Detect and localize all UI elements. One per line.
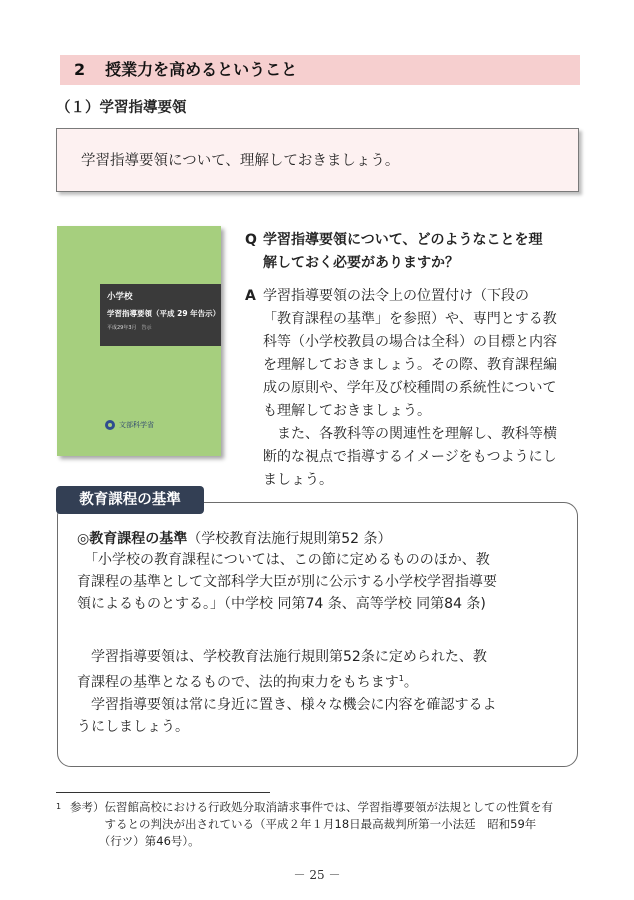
footnote-ref: 1 <box>398 674 404 683</box>
standards-quote <box>77 549 557 615</box>
quote-line: 領によるものとする。」（中学校 同第74 条、高等学校 同第84 条) <box>77 596 486 612</box>
question-label: Q <box>245 232 257 248</box>
answer-line: また、各教科等の関連性を理解し、教科等横 <box>263 426 557 442</box>
answer-line: 科等（小学校教員の場合は全科）の目標と内容 <box>263 334 557 350</box>
answer-line: を理解しておきましょう。その際、教育課程編 <box>263 357 557 373</box>
body-line: 学習指導要領は常に身近に置き、様々な機会に内容を確認するよ <box>77 696 497 713</box>
book-publisher-label: 文部科学省 <box>119 421 154 429</box>
answer-line: 学習指導要領の法令上の位置付け（下段の <box>263 288 529 304</box>
standards-badge: 教育課程の基準 <box>56 486 204 514</box>
section-number: 2 <box>74 60 86 79</box>
goal-text: 学習指導要領について、理解しておきましょう。 <box>81 153 400 169</box>
question-line: 学習指導要領について、どのようなことを理 <box>263 232 543 248</box>
answer-block <box>245 285 580 492</box>
footnote-line: （行ツ）第46号）。 <box>70 834 200 848</box>
body-line-end: 。 <box>403 674 418 691</box>
standards-title-ref: （学校教育法施行規則第52 条） <box>187 531 392 547</box>
body-line: 学習指導要領は、学校教育法施行規則第52条に定められた、教 <box>77 649 487 665</box>
quote-line: 「小学校の教育課程については、この節に定めるもののほか、教 <box>77 552 490 568</box>
footnote-line: 参考）伝習館高校における行政処分取消請求事件では、学習指導要領が法規としての性質を有 <box>70 800 553 814</box>
subheading: （１）学習指導要領 <box>56 100 187 116</box>
section-title: 授業力を高めるということ <box>105 60 298 79</box>
book-date: 平成29年3月 告示 <box>107 325 152 331</box>
footnote-divider <box>56 792 270 793</box>
question-block <box>245 229 580 275</box>
body-line-text: 育課程の基準となるもので、法的拘束力をもちます <box>77 674 399 691</box>
book-cover-image <box>57 226 221 456</box>
standards-title-bold: 教育課程の基準 <box>89 531 188 547</box>
answer-label: A <box>245 288 256 304</box>
footnote-line: するとの判決が出されている（平成２年１月18日最高裁判所第一小法廷 昭和59年 <box>70 817 537 831</box>
quote-line: 育課程の基準として文部科学大臣が別に公示する小学校学習指導要 <box>77 574 497 590</box>
answer-line: 断的な視点で指導するイメージをもつようにし <box>263 449 557 465</box>
goal-box <box>56 128 579 192</box>
ministry-logo-icon <box>105 420 115 430</box>
standards-box <box>57 502 578 767</box>
page-number: － 25 － <box>293 868 341 882</box>
book-title-band <box>100 284 221 346</box>
footnote <box>56 799 553 850</box>
book-school-label: 小学校 <box>107 292 133 302</box>
book-title: 学習指導要領（平成 29 年告示） <box>107 309 221 318</box>
standards-title-mark: ◎ <box>77 531 90 547</box>
footnote-number: 1 <box>56 802 62 811</box>
section-heading <box>60 55 580 85</box>
answer-line: も理解しておきましょう。 <box>263 403 431 419</box>
answer-line: 「教育課程の基準」を参照）や、専門とする教 <box>263 311 557 327</box>
standards-body <box>77 646 557 738</box>
answer-line: 成の原則や、学年及び校種間の系統性について <box>263 380 557 396</box>
body-line: うにしましょう。 <box>77 718 189 735</box>
body-line <box>77 668 557 694</box>
standards-title <box>77 528 391 548</box>
answer-line: ましょう。 <box>263 472 333 488</box>
book-publisher <box>105 420 154 430</box>
question-line: 解しておく必要がありますか？ <box>263 255 459 271</box>
